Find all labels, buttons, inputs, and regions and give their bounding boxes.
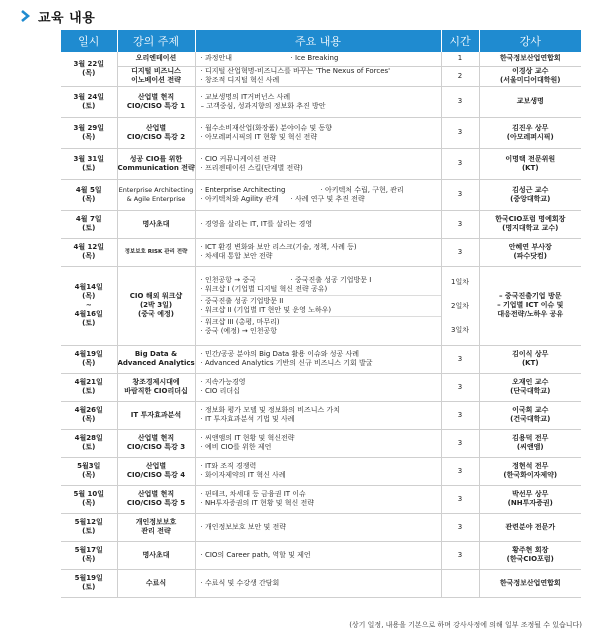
subject-line: 산업별 bbox=[145, 123, 167, 132]
subject-line: 성공 CIO를 위한 bbox=[129, 154, 183, 163]
subject-line: & Agile Enterprise bbox=[126, 194, 186, 203]
table-row bbox=[61, 238, 581, 266]
content-line: · 개인정보보호 보안 및 전략 bbox=[200, 522, 287, 531]
content-line: · 워크샵 II (기업별 IT 현안 및 운영 노하우) bbox=[200, 305, 332, 314]
table-row bbox=[61, 429, 581, 457]
subject-line: CIO/CISO 특강 2 bbox=[126, 132, 186, 141]
section-title: 교육 내용 bbox=[38, 10, 96, 26]
subject-line: CIO 해외 워크샵 bbox=[129, 292, 183, 300]
content-line: · ICT 환경 변화와 보안 리스크(기술, 정책, 사례 등) bbox=[200, 243, 357, 251]
content-line: · CIO 커뮤니케이션 전략 bbox=[200, 154, 276, 163]
instructor-line: 황주현 회장 bbox=[512, 546, 549, 554]
hours-cell: 3 bbox=[441, 148, 479, 179]
subject-line: CIO/CISO 특강 5 bbox=[126, 499, 186, 507]
date-cell bbox=[61, 429, 117, 457]
instructor-line: 김진우 상무 bbox=[512, 123, 549, 132]
date-line: (토) bbox=[82, 443, 96, 451]
hours-cell: 3 bbox=[441, 513, 479, 541]
instructor-line: – 중국진출기업 방문 bbox=[499, 292, 562, 300]
date-line: (목) bbox=[82, 359, 96, 367]
subject-line: 이노베이션 전략 bbox=[131, 76, 181, 84]
instructor-line: (중앙대학교) bbox=[510, 194, 551, 203]
subject-line: CIO/CISO 특강 3 bbox=[126, 443, 186, 451]
date-line: (토) bbox=[82, 224, 96, 232]
date-line: 4월 5일 bbox=[75, 185, 102, 194]
instructor-cell bbox=[479, 485, 581, 513]
content-line: · 디지털 산업혁명-비즈니스를 바꾸는 'The Nexus of Forces' bbox=[200, 67, 391, 75]
content-line bbox=[201, 186, 441, 195]
date-cell bbox=[61, 86, 117, 117]
date-cell bbox=[61, 485, 117, 513]
instructor-cell bbox=[479, 179, 581, 210]
subject-line: 산업별 현직 bbox=[137, 490, 175, 498]
subject-cell bbox=[117, 457, 195, 485]
workshop-day bbox=[201, 276, 441, 294]
date-line: (목) bbox=[82, 132, 96, 141]
date-line: (목) bbox=[82, 292, 96, 300]
date-line: (목) bbox=[82, 68, 96, 77]
table-row bbox=[61, 148, 581, 179]
date-cell bbox=[61, 401, 117, 429]
table-row bbox=[61, 179, 581, 210]
date-line: 5월 10일 bbox=[73, 490, 105, 498]
subject-cell bbox=[117, 266, 195, 345]
instructor-line: 박선무 상무 bbox=[512, 490, 549, 498]
hours-cell: 3 bbox=[441, 429, 479, 457]
instructor-cell bbox=[479, 238, 581, 266]
instructor-line: 정현석 전무 bbox=[512, 462, 549, 470]
instructor-line: 이경상 교수 bbox=[512, 67, 549, 75]
instructor-line: 이국희 교수 bbox=[512, 406, 549, 414]
content-line: · 중국진출 성공 기업방문 II bbox=[200, 296, 284, 305]
subject-line: 명사초대 bbox=[142, 219, 170, 228]
date-line: 4월 12일 bbox=[73, 243, 105, 251]
content-cell bbox=[195, 117, 441, 148]
content-line-part: · Enterprise Architecting bbox=[200, 185, 286, 194]
subject-line: 수료식 bbox=[145, 578, 167, 587]
subject-line: Advanced Analytics bbox=[117, 359, 195, 367]
content-line: · 교보생명의 IT거버넌스 사례 bbox=[200, 92, 291, 101]
hours-cell: 3 bbox=[441, 345, 479, 373]
workshop-day bbox=[201, 297, 441, 315]
date-line: (목) bbox=[82, 499, 96, 507]
content-line: · 월수소비재산업(화장품) 분야이슈 및 동향 bbox=[200, 123, 333, 132]
workshop-day bbox=[201, 318, 441, 336]
content-divider bbox=[201, 295, 441, 296]
date-cell bbox=[61, 266, 117, 345]
subject-cell bbox=[117, 569, 195, 597]
hours-cell bbox=[441, 569, 479, 597]
instructor-line: (파수닷컴) bbox=[513, 252, 547, 260]
content-line: · 창조적 디지털 혁신 사례 bbox=[200, 76, 280, 84]
subject-line: 창조경제시대에 bbox=[132, 378, 180, 386]
content-line: · 차세대 통합 보안 전략 bbox=[200, 252, 273, 260]
subject-cell bbox=[117, 86, 195, 117]
table-row bbox=[61, 541, 581, 569]
subject-line: 오리엔테이션 bbox=[135, 54, 177, 63]
content-line bbox=[201, 276, 441, 285]
instructor-line: (KT) bbox=[521, 163, 539, 172]
content-cell bbox=[195, 66, 441, 86]
subject-line: 개인정보보호 bbox=[135, 518, 177, 526]
subject-cell bbox=[117, 485, 195, 513]
date-line: (토) bbox=[82, 319, 96, 327]
date-cell bbox=[61, 513, 117, 541]
table-row bbox=[61, 569, 581, 597]
content-line: · 워크샵 III (총평, 마무리) bbox=[200, 317, 280, 326]
content-line-part: · 아키텍처와 Agility 관계 bbox=[200, 194, 279, 203]
content-line: · 경영을 살리는 IT, IT를 살리는 경영 bbox=[200, 219, 313, 228]
content-cell bbox=[195, 513, 441, 541]
date-cell bbox=[61, 117, 117, 148]
instructor-line: 김용덕 전무 bbox=[512, 434, 549, 442]
instructor-line: 김이식 상무 bbox=[512, 350, 549, 358]
subject-cell bbox=[117, 401, 195, 429]
instructor-cell bbox=[479, 401, 581, 429]
content-line: · IT 투자효과분석 기법 및 사례 bbox=[200, 415, 295, 423]
hours-line: 2일차 bbox=[451, 301, 469, 310]
hours-cell: 3 bbox=[441, 210, 479, 238]
date-cell bbox=[61, 457, 117, 485]
subject-cell bbox=[117, 345, 195, 373]
hours-cell: 1 bbox=[441, 52, 479, 66]
instructor-line: 한국CIO포럼 명예회장 bbox=[495, 215, 566, 223]
content-line-part: · 사례 연구 및 추진 전략 bbox=[290, 194, 365, 203]
content-line: · 아모레퍼시픽의 IT 현황 및 혁신 전략 bbox=[200, 132, 318, 141]
content-line bbox=[201, 195, 441, 204]
instructor-cell bbox=[479, 66, 581, 86]
table-header-row bbox=[61, 30, 581, 52]
section-heading bbox=[18, 6, 95, 26]
content-line-part: · 인천공항 → 중국 bbox=[200, 275, 256, 284]
content-cell bbox=[195, 266, 441, 345]
content-line: · 화이자제약의 IT 혁신 사례 bbox=[200, 471, 286, 479]
content-line-part: · 과정안내 bbox=[200, 54, 232, 63]
date-line: 5월19일 bbox=[74, 574, 103, 582]
date-line: 5월12일 bbox=[74, 518, 103, 526]
instructor-line: 대응전략/노하우 공유 bbox=[497, 310, 564, 318]
date-cell bbox=[61, 345, 117, 373]
subject-line: CIO/CISO 특강 1 bbox=[126, 101, 186, 110]
hours-cell: 2 bbox=[441, 66, 479, 86]
instructor-line: 한국정보산업연합회 bbox=[499, 578, 561, 587]
subject-line: Big Data & bbox=[134, 350, 178, 358]
hours-line: 3일차 bbox=[451, 325, 469, 334]
table-row bbox=[61, 373, 581, 401]
table-row bbox=[61, 513, 581, 541]
instructor-line: (건국대학교) bbox=[510, 415, 551, 423]
content-cell bbox=[195, 345, 441, 373]
header-instructor: 강사 bbox=[479, 30, 581, 52]
hours-cell: 3 bbox=[441, 541, 479, 569]
date-line: 4월28일 bbox=[74, 434, 103, 442]
date-line: 3월 22일 bbox=[73, 59, 105, 68]
instructor-line: 한국정보산업연합회 bbox=[499, 54, 561, 63]
subject-cell bbox=[117, 429, 195, 457]
instructor-line: (명지대학교 교수) bbox=[502, 224, 559, 232]
date-line: (토) bbox=[82, 527, 96, 535]
instructor-cell bbox=[479, 345, 581, 373]
date-line: (토) bbox=[82, 101, 96, 110]
subject-line: 관리 전략 bbox=[141, 527, 171, 535]
date-cell bbox=[61, 210, 117, 238]
subject-line: Enterprise Architecting bbox=[118, 185, 194, 194]
content-cell bbox=[195, 373, 441, 401]
hours-cell: 3 bbox=[441, 179, 479, 210]
date-cell bbox=[61, 541, 117, 569]
instructor-cell bbox=[479, 569, 581, 597]
subject-line: 명사초대 bbox=[142, 550, 170, 559]
subject-cell bbox=[117, 179, 195, 210]
content-line bbox=[201, 54, 441, 63]
content-cell bbox=[195, 457, 441, 485]
content-line: · 정보화 평가 모델 및 정보화의 비즈니스 가치 bbox=[200, 406, 341, 414]
instructor-line: 안혜연 부사장 bbox=[508, 243, 552, 251]
content-line-part: · 아키텍처 수립, 구현, 관리 bbox=[320, 185, 404, 194]
instructor-line: 교보생명 bbox=[516, 97, 544, 105]
content-line: · Advanced Analytics 기반의 신규 비즈니스 기회 발굴 bbox=[200, 359, 373, 367]
subject-line: CIO/CISO 특강 4 bbox=[126, 471, 186, 479]
subject-cell bbox=[117, 513, 195, 541]
content-line: · CIO의 Career path, 역할 및 제언 bbox=[200, 550, 311, 559]
subject-line: 정보보호 RISK 관리 전략 bbox=[124, 248, 188, 255]
subject-cell bbox=[117, 148, 195, 179]
subject-cell bbox=[117, 238, 195, 266]
subject-cell bbox=[117, 66, 195, 86]
instructor-cell bbox=[479, 117, 581, 148]
date-line: 3월 29일 bbox=[73, 123, 105, 132]
content-line: · 프리젠테이션 스킬(단계별 전략) bbox=[200, 163, 303, 172]
hours-cell: 3 bbox=[441, 238, 479, 266]
date-line: 5월3일 bbox=[77, 462, 101, 470]
date-line: ~ bbox=[85, 301, 92, 309]
content-line-part: · 중국진출 성공 기업방문 I bbox=[290, 275, 372, 284]
instructor-cell bbox=[479, 86, 581, 117]
content-cell bbox=[195, 541, 441, 569]
content-line: · 워크샵 I (기업별 디지털 혁신 전략 공유) bbox=[200, 284, 328, 293]
date-cell bbox=[61, 148, 117, 179]
date-line: 4월16일 bbox=[74, 310, 103, 318]
instructor-cell bbox=[479, 373, 581, 401]
instructor-cell bbox=[479, 541, 581, 569]
hours-cell: 3 bbox=[441, 401, 479, 429]
date-cell bbox=[61, 373, 117, 401]
instructor-line: (한국CIO포럼) bbox=[506, 555, 554, 563]
date-line: (목) bbox=[82, 471, 96, 479]
subject-line: IT 투자효과분석 bbox=[130, 410, 182, 419]
subject-line: 산업별 bbox=[145, 462, 167, 470]
instructor-cell bbox=[479, 429, 581, 457]
content-cell bbox=[195, 569, 441, 597]
hours-cell: 3 bbox=[441, 117, 479, 148]
subject-line: (2박 3일) bbox=[139, 301, 173, 309]
instructor-line: 이명택 전문위원 bbox=[505, 154, 556, 163]
table-row bbox=[61, 52, 581, 66]
chevron-right-icon bbox=[18, 9, 32, 23]
date-line: 3월 31일 bbox=[73, 154, 105, 163]
content-line: – 고객중심, 성과지향의 정보화 추진 방안 bbox=[200, 101, 326, 110]
instructor-line: – 기업별 ICT 이슈 및 bbox=[497, 301, 564, 309]
instructor-line: (아모레퍼시픽) bbox=[506, 132, 554, 141]
date-line: 4월 7일 bbox=[75, 215, 102, 223]
content-cell bbox=[195, 86, 441, 117]
content-cell bbox=[195, 485, 441, 513]
content-cell bbox=[195, 429, 441, 457]
instructor-line: (서울미디어대학원) bbox=[500, 76, 561, 84]
table-row bbox=[61, 457, 581, 485]
content-line-part: · Ice Breaking bbox=[290, 54, 339, 63]
hours-cell: 3 bbox=[441, 457, 479, 485]
date-line: (토) bbox=[82, 387, 96, 395]
subject-cell bbox=[117, 117, 195, 148]
content-line: · 예비 CIO를 위한 제언 bbox=[200, 443, 272, 451]
schedule-table bbox=[61, 30, 581, 598]
hours-line: 1일차 bbox=[451, 277, 469, 286]
content-line: · 핀테크, 차세대 등 금융권 IT 이슈 bbox=[200, 490, 306, 498]
instructor-cell bbox=[479, 210, 581, 238]
instructor-cell bbox=[479, 457, 581, 485]
subject-cell bbox=[117, 541, 195, 569]
content-cell bbox=[195, 210, 441, 238]
table-row bbox=[61, 86, 581, 117]
instructor-line: 김성근 교수 bbox=[512, 185, 549, 194]
subject-line: Communication 전략 bbox=[117, 163, 195, 172]
date-cell bbox=[61, 569, 117, 597]
table-row bbox=[61, 485, 581, 513]
header-hours: 시간 bbox=[441, 30, 479, 52]
content-line: · IT와 조직 경쟁력 bbox=[200, 462, 257, 470]
content-line: · 씨앤앰의 IT 현황 및 혁신전략 bbox=[200, 434, 295, 442]
date-line: (목) bbox=[82, 555, 96, 563]
date-line: (목) bbox=[82, 415, 96, 423]
content-cell bbox=[195, 148, 441, 179]
date-cell bbox=[61, 238, 117, 266]
date-line: 4월19일 bbox=[74, 350, 103, 358]
date-line: 5월17일 bbox=[74, 546, 103, 554]
date-line: 4월26일 bbox=[74, 406, 103, 414]
date-line: (목) bbox=[82, 194, 96, 203]
content-line: · 지속가능경영 bbox=[200, 378, 246, 386]
content-divider bbox=[201, 316, 441, 317]
content-cell bbox=[195, 52, 441, 66]
hours-cell: 3 bbox=[441, 373, 479, 401]
subject-cell bbox=[117, 210, 195, 238]
table-row bbox=[61, 401, 581, 429]
content-cell bbox=[195, 401, 441, 429]
date-line: (목) bbox=[82, 252, 96, 260]
content-line: · 민간/공공 분야의 Big Data 활용 이슈와 성공 사례 bbox=[200, 350, 359, 358]
subject-line: (중국 예정) bbox=[138, 310, 174, 318]
instructor-line: 관련분야 전문가 bbox=[505, 522, 556, 531]
instructor-cell bbox=[479, 52, 581, 66]
table-row bbox=[61, 345, 581, 373]
date-line: 4월14일 bbox=[74, 283, 103, 291]
instructor-line: (단국대학교) bbox=[510, 387, 551, 395]
date-line: 4월21일 bbox=[74, 378, 103, 386]
date-cell bbox=[61, 52, 117, 86]
instructor-cell bbox=[479, 148, 581, 179]
header-date: 일시 bbox=[61, 30, 117, 52]
content-cell bbox=[195, 179, 441, 210]
date-line: 3월 24일 bbox=[73, 92, 105, 101]
table-row bbox=[61, 66, 581, 86]
instructor-line: (한국화이자제약) bbox=[503, 471, 558, 479]
instructor-line: 오재인 교수 bbox=[512, 378, 549, 386]
subject-line: 바람직한 CIO리더십 bbox=[124, 387, 188, 395]
content-cell bbox=[195, 238, 441, 266]
instructor-cell bbox=[479, 266, 581, 345]
content-line: · NH투자증권의 IT 현황 및 혁신 전략 bbox=[200, 499, 315, 507]
subject-line: 디지털 비즈니스 bbox=[131, 67, 181, 75]
header-content: 주요 내용 bbox=[195, 30, 441, 52]
hours-cell: 3 bbox=[441, 485, 479, 513]
instructor-line: (씨앤앰) bbox=[516, 443, 544, 451]
instructor-cell bbox=[479, 513, 581, 541]
hours-cell: 3 bbox=[441, 86, 479, 117]
table-row bbox=[61, 210, 581, 238]
content-line: · CIO 리더십 bbox=[200, 387, 240, 395]
content-line: · 수료식 및 수강생 간담회 bbox=[200, 578, 280, 587]
subject-line: 산업별 현직 bbox=[137, 92, 175, 101]
instructor-line: (NH투자증권) bbox=[507, 499, 553, 507]
header-subject: 강의 주제 bbox=[117, 30, 195, 52]
table-row bbox=[61, 266, 581, 345]
date-line: (토) bbox=[82, 583, 96, 591]
subject-cell bbox=[117, 52, 195, 66]
date-cell bbox=[61, 179, 117, 210]
subject-line: 산업별 현직 bbox=[137, 434, 175, 442]
table-row bbox=[61, 117, 581, 148]
hours-cell bbox=[441, 266, 479, 345]
instructor-line: (KT) bbox=[521, 359, 539, 367]
footnote: (상기 일정, 내용을 기본으로 하며 강사사정에 의해 일부 조정될 수 있습니다) bbox=[349, 621, 582, 629]
date-line: (토) bbox=[82, 163, 96, 172]
content-line: · 중국 (예정) → 인천공항 bbox=[200, 326, 278, 335]
subject-cell bbox=[117, 373, 195, 401]
